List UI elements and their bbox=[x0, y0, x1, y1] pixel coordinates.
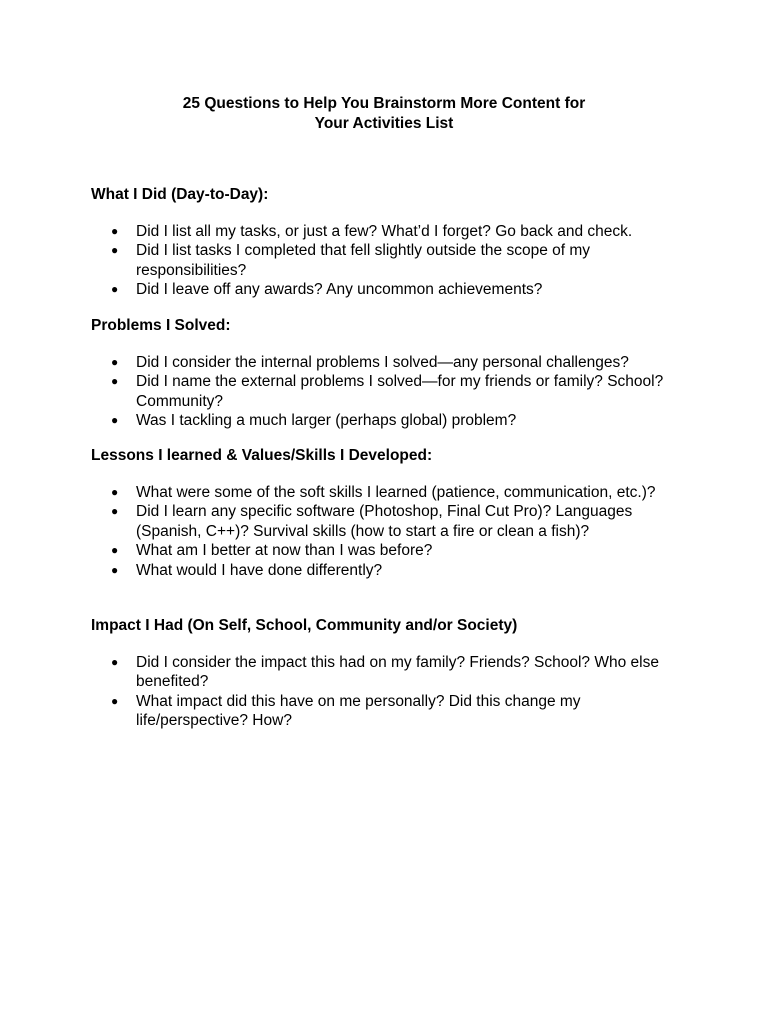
bullet-icon: ● bbox=[111, 374, 119, 388]
page-title bbox=[0, 94, 768, 133]
list-item bbox=[91, 241, 666, 280]
list-item bbox=[91, 653, 666, 692]
section-heading: Problems I Solved: bbox=[91, 317, 231, 334]
list-item-text: What am I better at now than I was before? bbox=[136, 542, 433, 559]
bullet-icon: ● bbox=[111, 413, 119, 427]
bullet-icon: ● bbox=[111, 354, 119, 369]
list-item bbox=[91, 353, 666, 373]
list-item-text: Did I leave off any awards? Any uncommon achievements? bbox=[136, 281, 543, 298]
bullet-list bbox=[91, 222, 691, 300]
list-item bbox=[91, 561, 666, 581]
list-item-text: What were some of the soft skills I learned (patience, communication, etc.)? bbox=[136, 483, 656, 501]
bullet-icon: ● bbox=[111, 562, 119, 577]
bullet-icon: ● bbox=[111, 693, 119, 708]
list-item-text: Did I consider the internal problems I solved—any personal challenges? bbox=[136, 353, 629, 371]
list-item-text: Was I tackling a much larger (perhaps global) problem? bbox=[136, 412, 517, 429]
section-heading: What I Did (Day-to-Day): bbox=[91, 186, 269, 203]
list-item bbox=[91, 372, 666, 411]
section-heading: Lessons I learned & Values/Skills I Developed: bbox=[91, 447, 433, 464]
title-line-1: 25 Questions to Help You Brainstorm More Content for bbox=[182, 95, 586, 112]
list-item bbox=[91, 222, 666, 242]
title-line-2: Your Activities List bbox=[314, 114, 454, 132]
bullet-icon: ● bbox=[111, 484, 119, 499]
list-item bbox=[91, 502, 666, 541]
bullet-icon: ● bbox=[111, 282, 119, 296]
section-heading: Impact I Had (On Self, School, Community and/or Society) bbox=[91, 617, 518, 634]
list-item bbox=[91, 411, 666, 431]
bullet-icon: ● bbox=[111, 223, 119, 238]
bullet-icon: ● bbox=[111, 243, 119, 257]
list-item-text: Did I name the external problems I solved—for my friends or family? School? Community? bbox=[136, 373, 664, 410]
list-item-text: Did I consider the impact this had on my family? Friends? School? Who else benefited? bbox=[136, 653, 659, 690]
list-item-text: Did I list all my tasks, or just a few? What’d I forget? Go back and check. bbox=[136, 222, 633, 240]
list-item bbox=[91, 692, 666, 731]
bullet-list bbox=[91, 353, 691, 431]
list-item bbox=[91, 541, 666, 561]
list-item bbox=[91, 483, 666, 503]
bullet-list bbox=[91, 653, 691, 731]
bullet-icon: ● bbox=[111, 654, 119, 669]
section-problems-solved bbox=[91, 316, 691, 431]
bullet-icon: ● bbox=[111, 504, 119, 518]
list-item-text: Did I list tasks I completed that fell slightly outside the scope of my responsibilities? bbox=[136, 242, 591, 279]
list-item-text: What would I have done differently? bbox=[136, 561, 383, 579]
list-item-text: What impact did this have on me personally? Did this change my life/perspective? How? bbox=[136, 692, 581, 729]
bullet-icon: ● bbox=[111, 543, 119, 557]
section-what-i-did bbox=[91, 185, 691, 300]
section-lessons-learned bbox=[91, 446, 691, 580]
bullet-list bbox=[91, 483, 691, 581]
list-item-text: Did I learn any specific software (Photoshop, Final Cut Pro)? Languages (Spanish, C++)? Survival skills (how to start a fire or clean a fish)? bbox=[136, 503, 633, 540]
list-item bbox=[91, 280, 666, 300]
section-impact-had bbox=[91, 616, 691, 731]
